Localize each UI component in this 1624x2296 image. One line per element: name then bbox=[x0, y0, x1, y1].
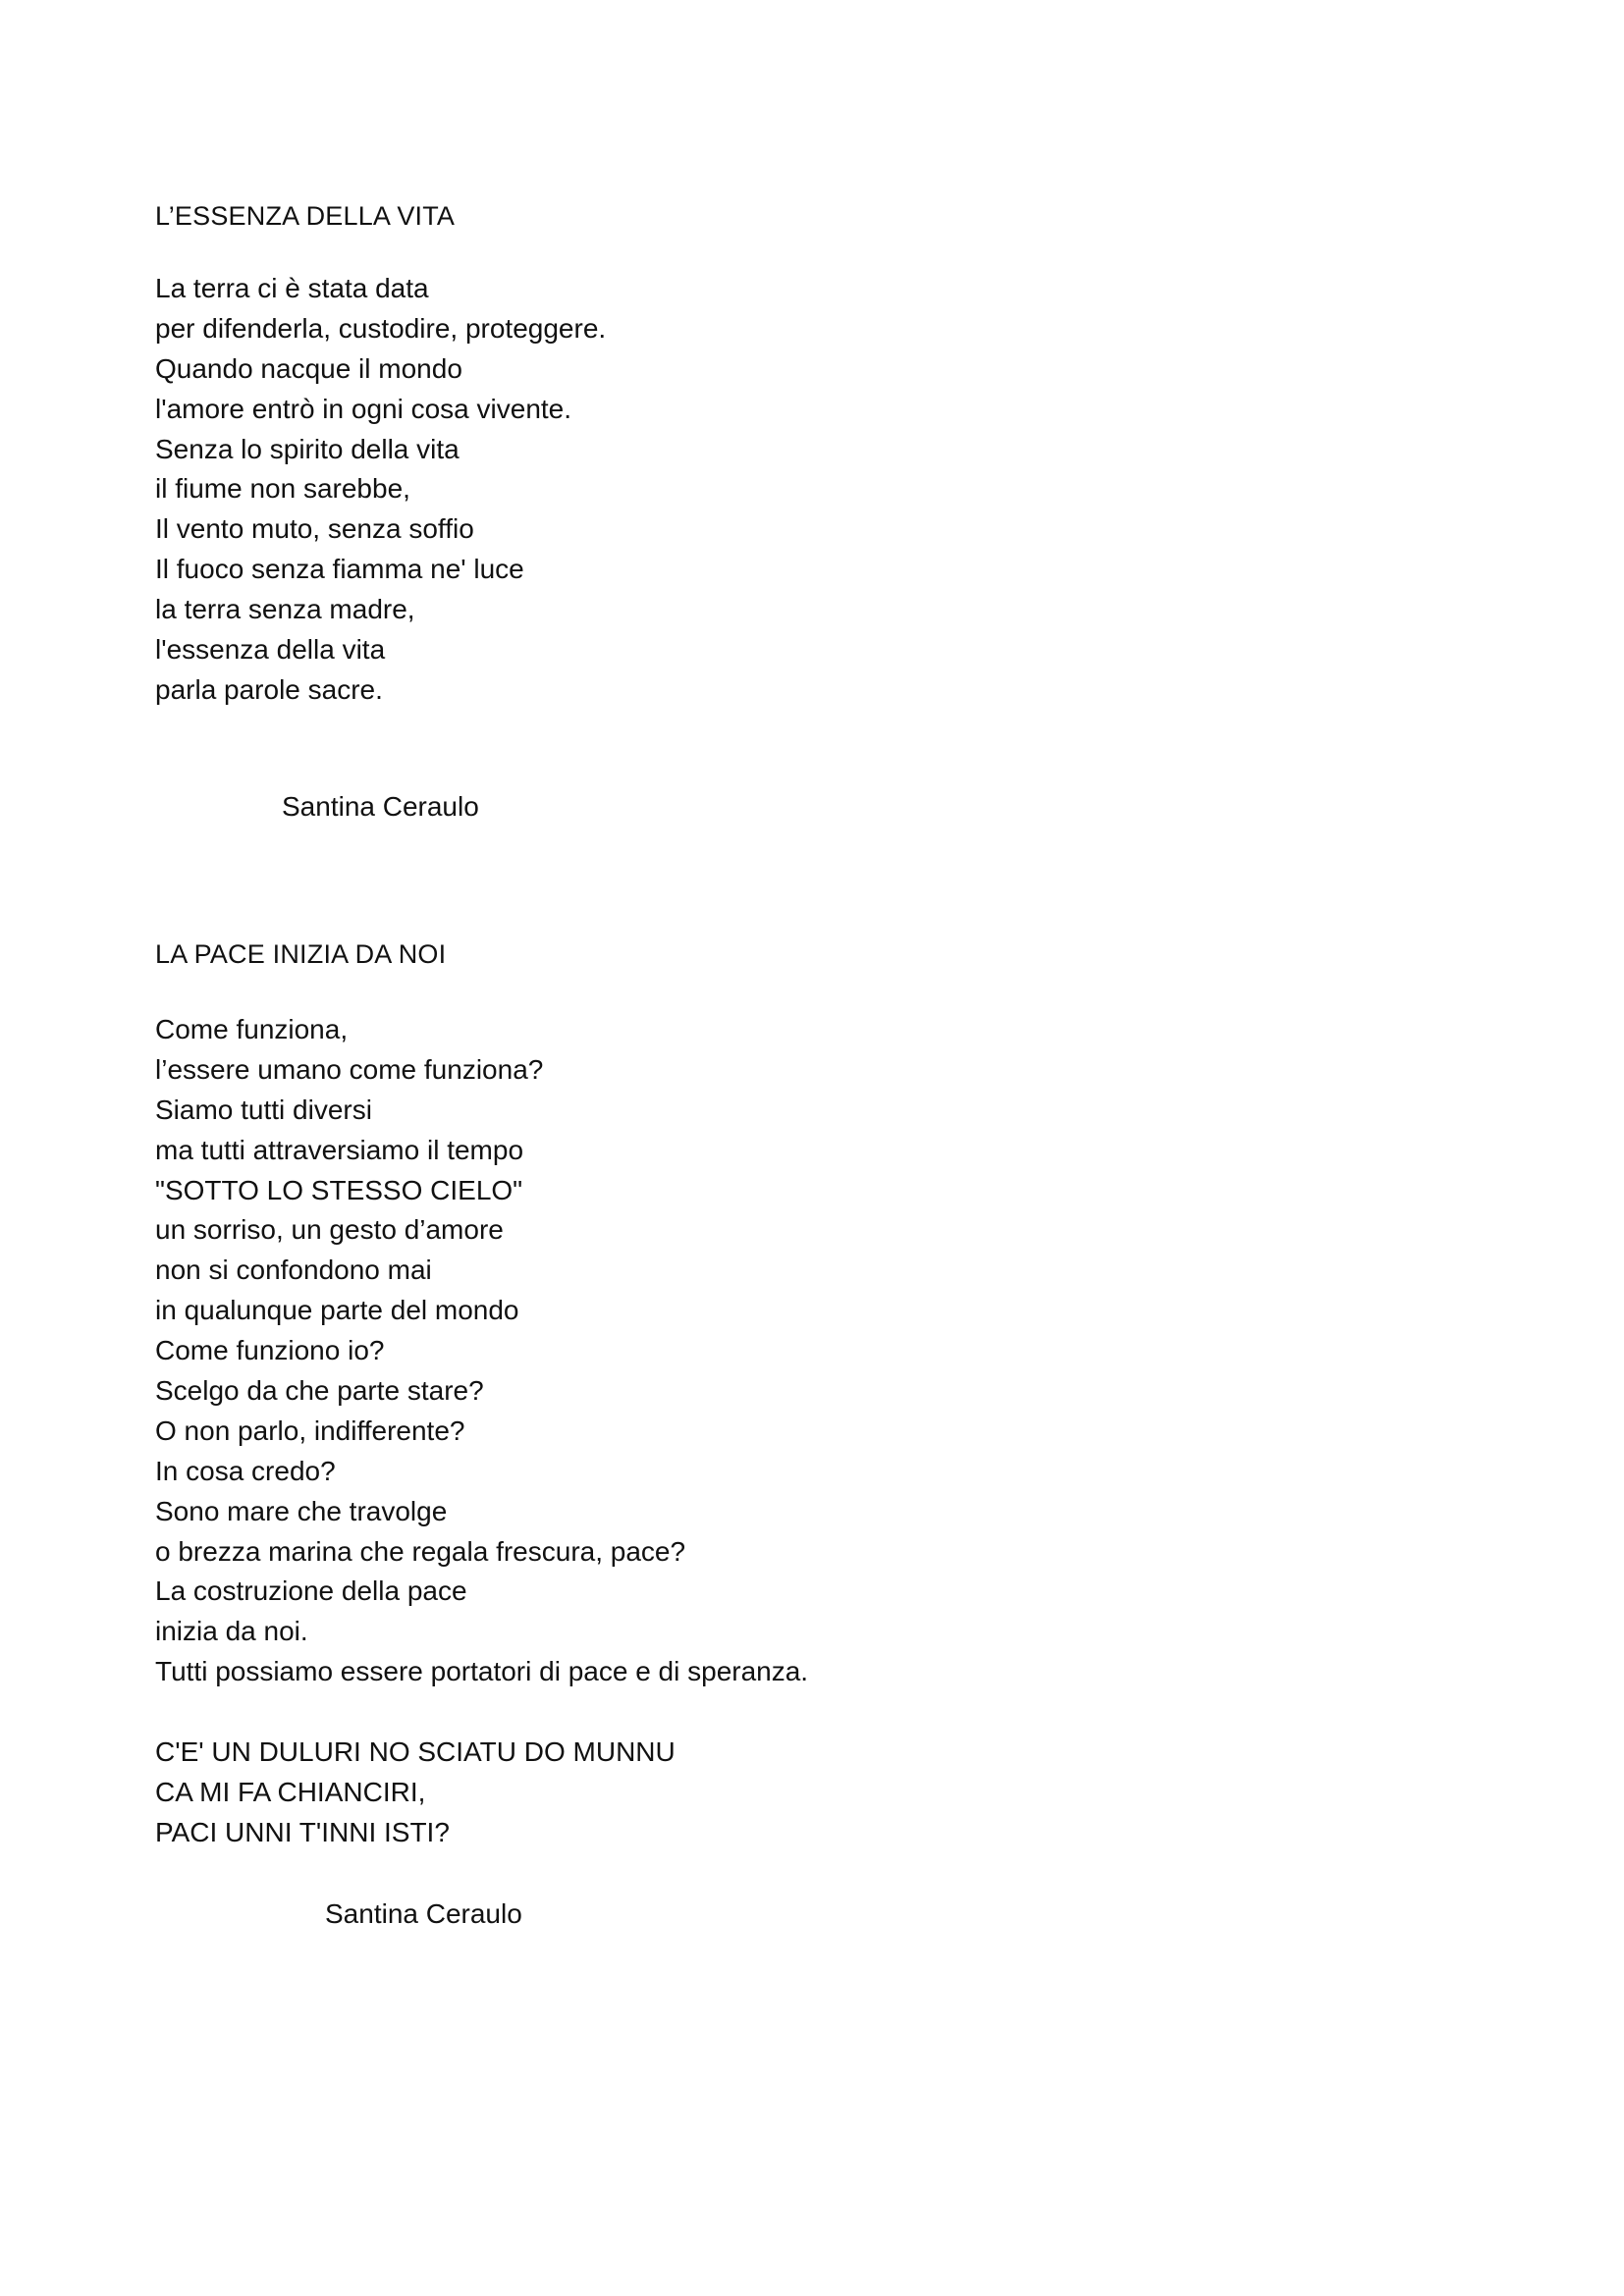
dialect-stanza bbox=[155, 1733, 676, 1853]
poem-line: ma tutti attraversiamo il tempo bbox=[155, 1134, 524, 1165]
poem-line: Scelgo da che parte stare? bbox=[155, 1375, 484, 1407]
poem-line: Quando nacque il mondo bbox=[155, 352, 462, 384]
poem-line: "SOTTO LO STESSO CIELO" bbox=[155, 1174, 523, 1205]
poem-line: Siamo tutti diversi bbox=[155, 1094, 372, 1125]
poem-line: l’essere umano come funziona? bbox=[155, 1053, 544, 1085]
poem-line: Senza lo spirito della vita bbox=[155, 433, 460, 464]
poem-line: un sorriso, un gesto d’amore bbox=[155, 1214, 504, 1246]
dialect-line: C'E' UN DULURI NO SCIATU DO MUNNU bbox=[155, 1736, 676, 1767]
poem-author: Santina Ceraulo bbox=[282, 791, 479, 822]
poem-line: o brezza marina che regala frescura, pace? bbox=[155, 1535, 686, 1567]
poem-line: la terra senza madre, bbox=[155, 594, 415, 625]
poem-author: Santina Ceraulo bbox=[325, 1898, 522, 1929]
poem-line: Come funziono io? bbox=[155, 1335, 385, 1366]
poem-line: non si confondono mai bbox=[155, 1255, 432, 1286]
poem-line: Sono mare che travolge bbox=[155, 1495, 448, 1526]
poem-body bbox=[155, 269, 606, 711]
poem-line: inizia da noi. bbox=[155, 1616, 308, 1647]
poem-line: il fiume non sarebbe, bbox=[155, 473, 410, 505]
poem-line: in qualunque parte del mondo bbox=[155, 1295, 519, 1326]
poem-line: per difenderla, custodire, proteggere. bbox=[155, 312, 607, 344]
poem-line: Come funziona, bbox=[155, 1014, 349, 1044]
poem-line: La costruzione della pace bbox=[155, 1575, 467, 1607]
poem-line: Il vento muto, senza soffio bbox=[155, 513, 474, 545]
dialect-line: CA MI FA CHIANCIRI, bbox=[155, 1776, 426, 1807]
poem-title: LA PACE INIZIA DA NOI bbox=[155, 939, 447, 969]
poem-line: Il fuoco senza fiamma ne' luce bbox=[155, 554, 524, 585]
poem-title: L’ESSENZA DELLA VITA bbox=[155, 201, 456, 231]
poem-body bbox=[155, 1010, 808, 1692]
poem-line: l'essenza della vita bbox=[155, 634, 386, 666]
poem-line: Tutti possiamo essere portatori di pace e di speranza. bbox=[155, 1656, 809, 1687]
poem-line: parla parole sacre. bbox=[155, 673, 383, 705]
poem-line: La terra ci è stata data bbox=[155, 273, 429, 303]
poem-line: In cosa credo? bbox=[155, 1455, 336, 1486]
poem-line: O non parlo, indifferente? bbox=[155, 1415, 465, 1446]
dialect-line: PACI UNNI T'INNI ISTI? bbox=[155, 1816, 450, 1847]
poem-line: l'amore entrò in ogni cosa vivente. bbox=[155, 393, 572, 424]
